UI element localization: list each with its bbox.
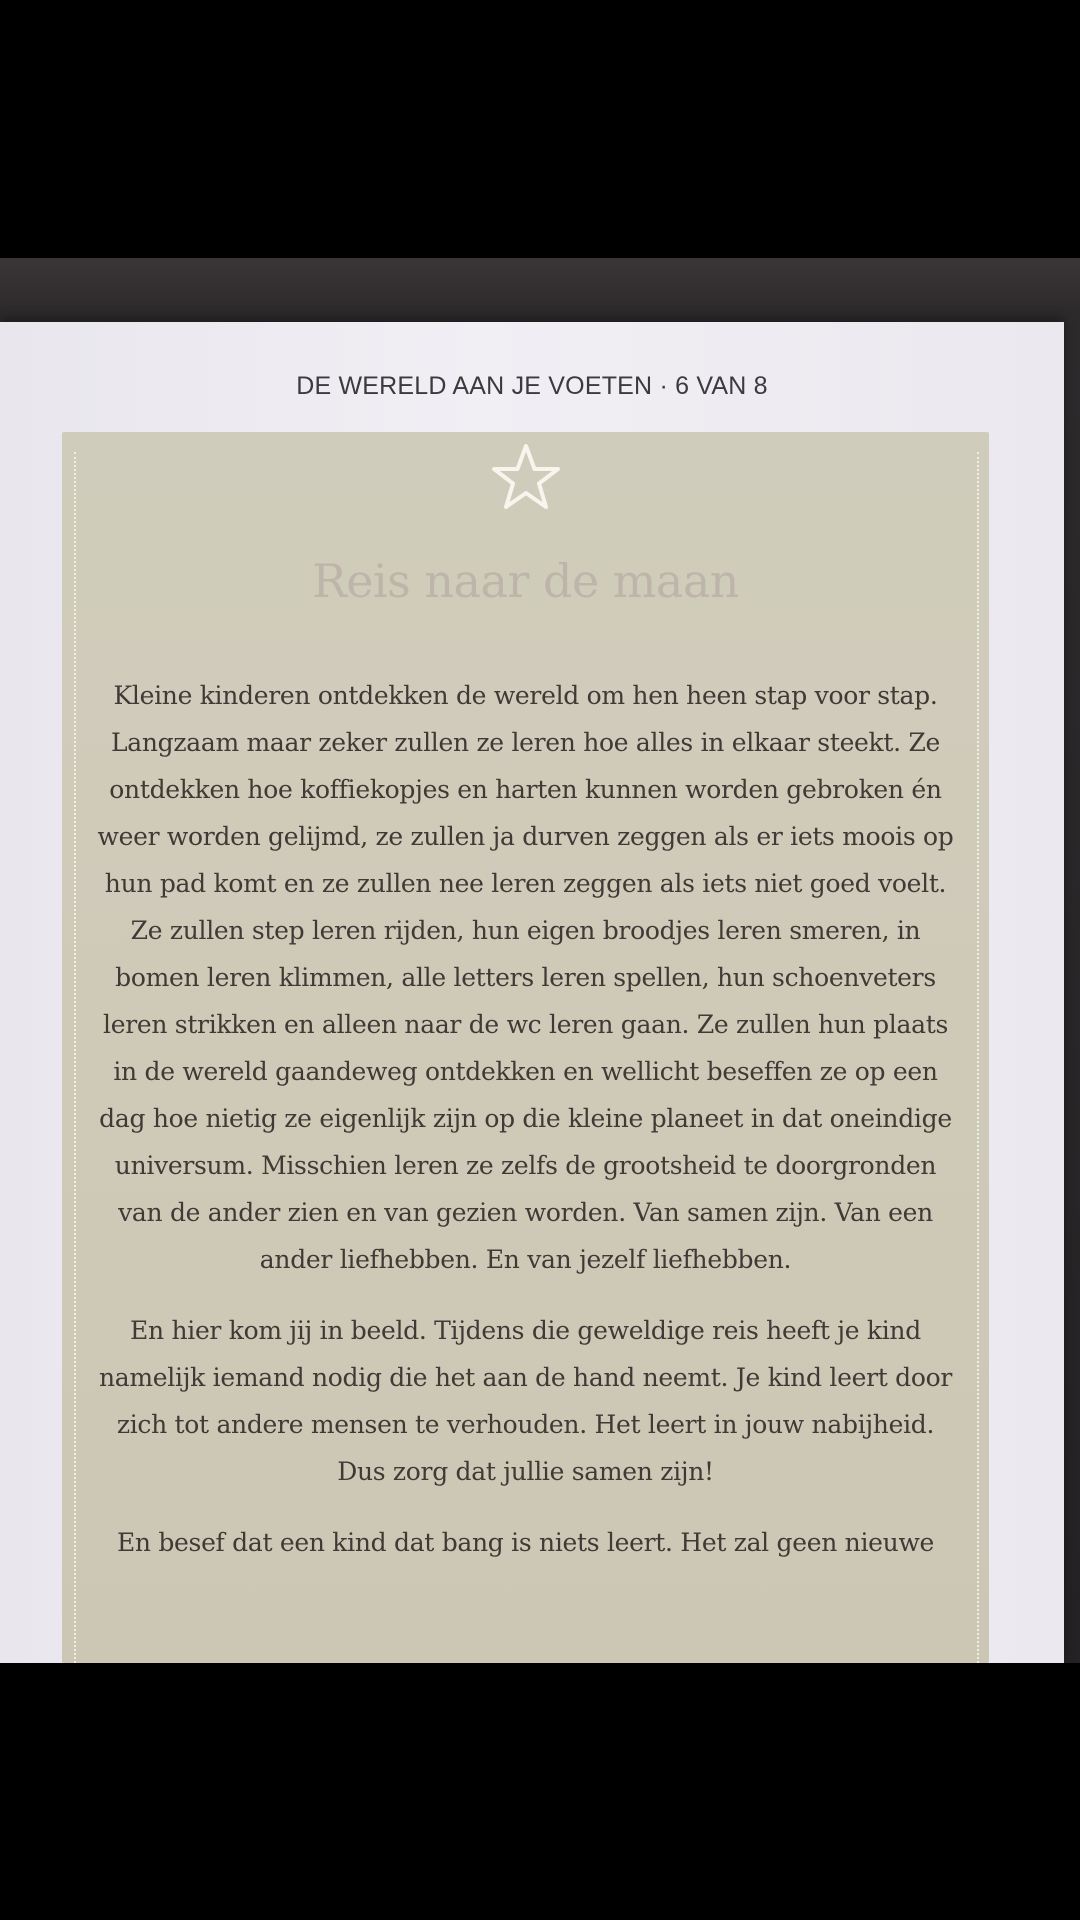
section-title: Reis naar de maan — [312, 554, 739, 608]
star-outline-icon — [62, 440, 989, 516]
paragraph: En besef dat een kind dat bang is niets leert. Het zal geen nieuwe — [116, 1528, 935, 1557]
content-card — [62, 432, 989, 1663]
dotted-border-right — [977, 452, 979, 1663]
paragraph: En hier kom jij in beeld. Tijdens die geweldige reis heeft je kind namelijk iemand nodig die het aan de hand neemt. Je kind leert door zich tot andere mensen te verhouden. Het leert in jouw nabijheid. Dus zorg dat jullie samen zijn! — [99, 1316, 952, 1486]
dotted-border-left — [74, 452, 76, 1663]
paragraph: Kleine kinderen ontdekken de wereld om hen heen stap voor stap. Langzaam maar zeker zullen ze leren hoe alles in elkaar steekt. Ze ontdekken hoe koffiekopjes en harten kunnen worden gebroken én weer worden gelijmd, ze zullen ja durven zeggen als er iets moois op hun pad komt en ze zullen nee leren zeggen als iets niet goed voelt. Ze zullen step leren rijden, hun eigen broodjes leren smeren, in bomen leren klimmen, alle letters leren spellen, hun schoenveters leren strikken en alleen naar de wc leren gaan. Ze zullen hun plaats in de wereld gaandeweg ontdekken en wellicht beseffen ze op een dag hoe nietig ze eigenlijk zijn op die kleine planeet in dat oneindige universum. Misschien leren ze zelfs de grootsheid te doorgronden van de ander zien en van gezien worden. Van samen zijn. Van een ander liefhebben. En van jezelf liefhebben. — [97, 681, 954, 1274]
body-text — [92, 672, 959, 1590]
running-header: DE WERELD AAN JE VOETEN · 6 VAN 8 — [296, 372, 768, 400]
book-page — [0, 322, 1064, 1663]
